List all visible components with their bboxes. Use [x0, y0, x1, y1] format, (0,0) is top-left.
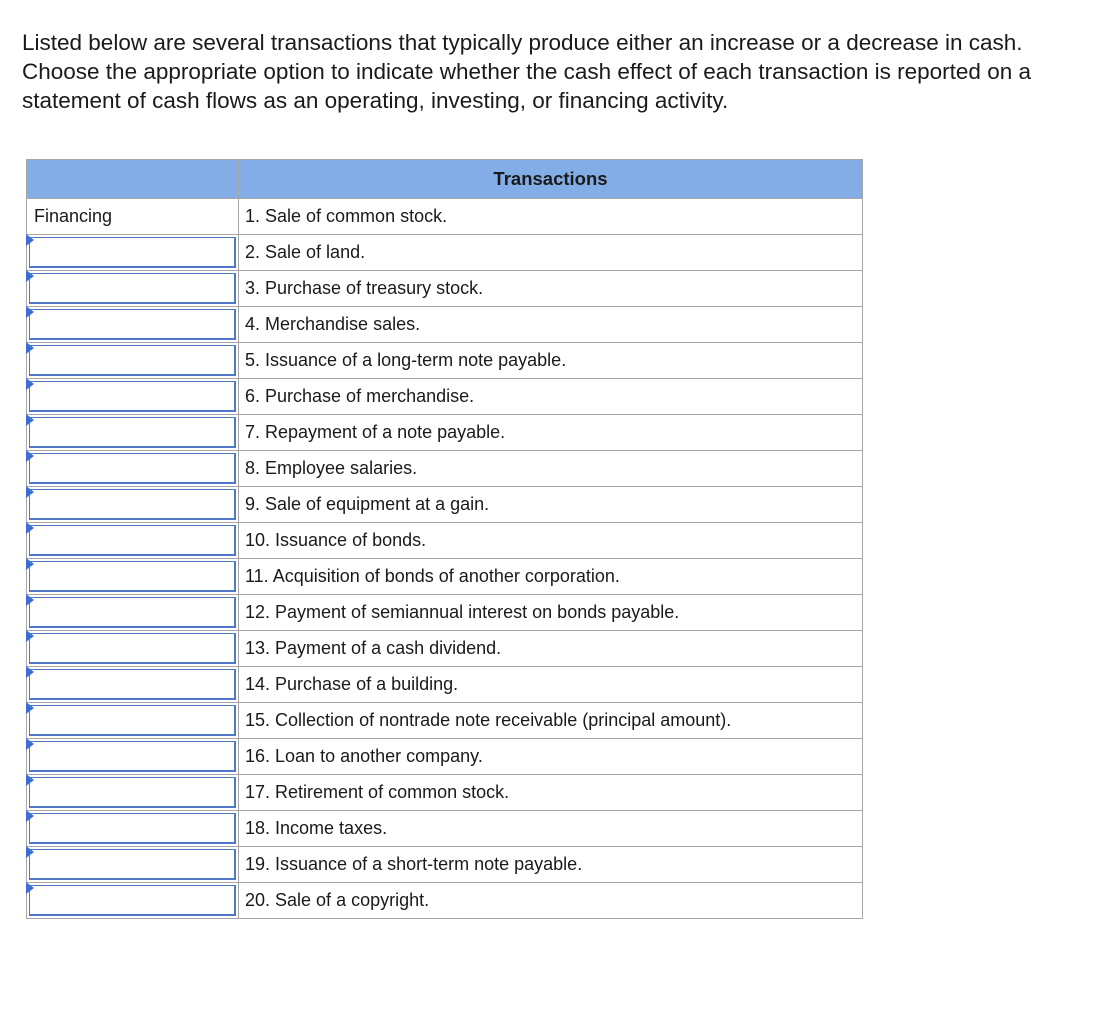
dropdown-marker-icon — [26, 450, 34, 462]
dropdown-marker-icon — [26, 270, 34, 282]
activity-type-cell — [27, 451, 239, 487]
activity-type-cell — [27, 667, 239, 703]
activity-type-dropdown[interactable] — [29, 417, 236, 448]
activity-type-dropdown[interactable] — [29, 453, 236, 484]
activity-type-dropdown[interactable] — [29, 705, 236, 736]
transaction-description: 12. Payment of semiannual interest on bonds payable. — [239, 595, 863, 631]
table-row — [27, 343, 863, 379]
activity-type-cell — [27, 271, 239, 307]
transaction-description: 14. Purchase of a building. — [239, 667, 863, 703]
activity-type-cell — [27, 415, 239, 451]
dropdown-marker-icon — [26, 666, 34, 678]
table-row — [27, 595, 863, 631]
activity-type-cell — [27, 235, 239, 271]
dropdown-marker-icon — [26, 234, 34, 246]
dropdown-marker-icon — [26, 738, 34, 750]
table-row — [27, 451, 863, 487]
transactions-table-body — [27, 199, 863, 919]
table-row — [27, 559, 863, 595]
transaction-description: 18. Income taxes. — [239, 811, 863, 847]
activity-type-cell — [27, 559, 239, 595]
activity-type-cell — [27, 847, 239, 883]
transaction-description: 10. Issuance of bonds. — [239, 523, 863, 559]
activity-type-cell — [27, 883, 239, 919]
table-row — [27, 523, 863, 559]
activity-type-cell — [27, 379, 239, 415]
table-row — [27, 631, 863, 667]
dropdown-marker-icon — [26, 558, 34, 570]
dropdown-marker-icon — [26, 342, 34, 354]
transaction-description: 20. Sale of a copyright. — [239, 883, 863, 919]
dropdown-marker-icon — [26, 810, 34, 822]
activity-type-cell — [27, 487, 239, 523]
transaction-description: 9. Sale of equipment at a gain. — [239, 487, 863, 523]
dropdown-marker-icon — [26, 702, 34, 714]
activity-type-cell — [27, 307, 239, 343]
answer-column-header — [27, 160, 239, 199]
table-header-row — [27, 160, 863, 199]
transaction-description: 6. Purchase of merchandise. — [239, 379, 863, 415]
activity-type-dropdown[interactable] — [29, 273, 236, 304]
dropdown-marker-icon — [26, 846, 34, 858]
dropdown-marker-icon — [26, 378, 34, 390]
transaction-description: 17. Retirement of common stock. — [239, 775, 863, 811]
activity-type-cell — [27, 775, 239, 811]
activity-type-cell — [27, 631, 239, 667]
activity-type-dropdown[interactable] — [29, 597, 236, 628]
table-row — [27, 307, 863, 343]
transaction-description: 2. Sale of land. — [239, 235, 863, 271]
transaction-description: 3. Purchase of treasury stock. — [239, 271, 863, 307]
activity-type-dropdown[interactable] — [29, 633, 236, 664]
transaction-description: 13. Payment of a cash dividend. — [239, 631, 863, 667]
table-row — [27, 883, 863, 919]
table-row — [27, 775, 863, 811]
dropdown-marker-icon — [26, 882, 34, 894]
activity-type-dropdown[interactable] — [29, 669, 236, 700]
transaction-description: 16. Loan to another company. — [239, 739, 863, 775]
table-row — [27, 847, 863, 883]
dropdown-marker-icon — [26, 630, 34, 642]
dropdown-marker-icon — [26, 306, 34, 318]
table-row — [27, 811, 863, 847]
activity-type-dropdown[interactable] — [29, 525, 236, 556]
transactions-table-container — [26, 159, 862, 919]
activity-type-answer: Financing — [27, 199, 239, 235]
activity-type-dropdown[interactable] — [29, 813, 236, 844]
table-row — [27, 487, 863, 523]
transaction-description: 5. Issuance of a long-term note payable. — [239, 343, 863, 379]
transaction-description: 1. Sale of common stock. — [239, 199, 863, 235]
activity-type-cell — [27, 739, 239, 775]
transaction-description: 8. Employee salaries. — [239, 451, 863, 487]
activity-type-dropdown[interactable] — [29, 885, 236, 916]
dropdown-marker-icon — [26, 522, 34, 534]
transaction-description: 7. Repayment of a note payable. — [239, 415, 863, 451]
dropdown-marker-icon — [26, 774, 34, 786]
table-row — [27, 235, 863, 271]
dropdown-marker-icon — [26, 486, 34, 498]
table-row — [27, 667, 863, 703]
activity-type-dropdown[interactable] — [29, 345, 236, 376]
transaction-description: 11. Acquisition of bonds of another corporation. — [239, 559, 863, 595]
table-row — [27, 415, 863, 451]
transaction-description: 4. Merchandise sales. — [239, 307, 863, 343]
activity-type-cell — [27, 811, 239, 847]
activity-type-dropdown[interactable] — [29, 849, 236, 880]
activity-type-dropdown[interactable] — [29, 381, 236, 412]
instructions-text: Listed below are several transactions that typically produce either an increase or a decrease in cash. Choose the appropriate option to indicate whether the cash effect of each transaction is reported on a statement of cash flows as an operating, investing, or financing activity. — [22, 30, 1031, 113]
activity-type-dropdown[interactable] — [29, 489, 236, 520]
activity-type-dropdown[interactable] — [29, 741, 236, 772]
activity-type-dropdown[interactable] — [29, 237, 236, 268]
activity-type-cell — [27, 523, 239, 559]
transaction-description: 15. Collection of nontrade note receivable (principal amount). — [239, 703, 863, 739]
transactions-table — [26, 159, 863, 919]
table-row — [27, 379, 863, 415]
transactions-column-header: Transactions — [239, 160, 863, 199]
dropdown-marker-icon — [26, 414, 34, 426]
activity-type-cell — [27, 343, 239, 379]
activity-type-dropdown[interactable] — [29, 561, 236, 592]
activity-type-cell — [27, 595, 239, 631]
dropdown-marker-icon — [26, 594, 34, 606]
table-row — [27, 199, 863, 235]
transaction-description: 19. Issuance of a short-term note payable. — [239, 847, 863, 883]
table-row — [27, 703, 863, 739]
table-row — [27, 271, 863, 307]
activity-type-cell — [27, 703, 239, 739]
activity-type-dropdown[interactable] — [29, 309, 236, 340]
table-row — [27, 739, 863, 775]
activity-type-dropdown[interactable] — [29, 777, 236, 808]
